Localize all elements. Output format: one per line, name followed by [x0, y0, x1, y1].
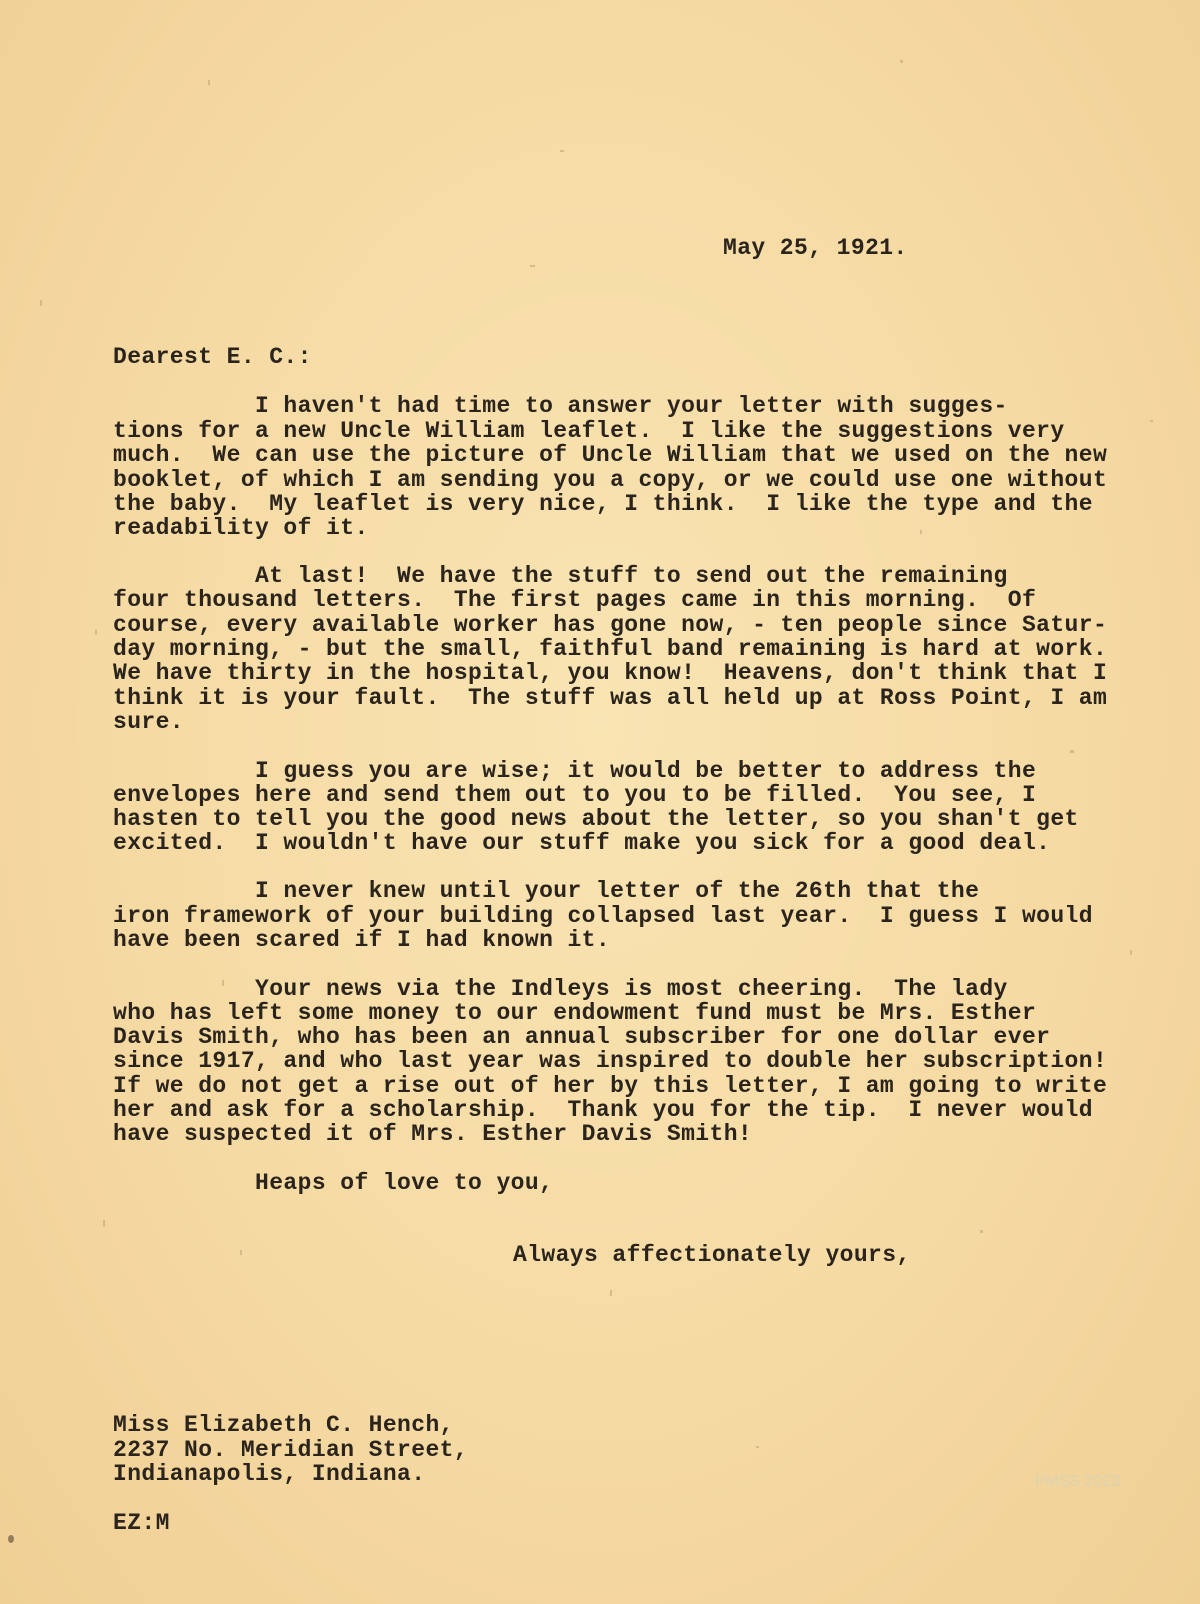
paper-fleck	[8, 1535, 14, 1543]
body-line: excited. I wouldn't have our stuff make you sick for a good deal.	[113, 830, 1051, 856]
body-line: Your news via the Indleys is most cheering. The lady	[113, 976, 1008, 1002]
body-line: hasten to tell you the good news about the letter, so you shan't get	[113, 806, 1079, 832]
salutation: Dearest E. C.:	[113, 344, 312, 370]
body-line: I haven't had time to answer your letter with sugges-	[113, 393, 1008, 419]
body-line: tions for a new Uncle William leaflet. I like the suggestions very	[113, 418, 1065, 444]
body-line: the baby. My leaflet is very nice, I think. I like the type and the	[113, 491, 1093, 517]
paper-fleck	[208, 80, 210, 85]
address-line: 2237 No. Meridian Street,	[113, 1437, 469, 1463]
body-line: her and ask for a scholarship. Thank you for the tip. I never would	[113, 1097, 1093, 1123]
address-line: Miss Elizabeth C. Hench,	[113, 1412, 454, 1438]
watermark: PMSS 2023	[1035, 1473, 1121, 1490]
body-line: sure.	[113, 709, 185, 735]
body-line: course, every available worker has gone now, - ten people since Satur-	[113, 612, 1108, 638]
body-line: I guess you are wise; it would be better to address the	[113, 758, 1037, 784]
body-line: have suspected it of Mrs. Esther Davis Smith!	[113, 1121, 753, 1147]
body-line: booklet, of which I am sending you a copy, or we could use one without	[113, 467, 1108, 493]
letter-date: May 25, 1921.	[723, 235, 908, 261]
body-line: At last! We have the stuff to send out the remaining	[113, 563, 1008, 589]
body-line: readability of it.	[113, 515, 369, 541]
body-line: have been scared if I had known it.	[113, 927, 611, 953]
paper-fleck	[530, 265, 535, 267]
paper-fleck	[103, 1220, 105, 1227]
paper-fleck	[40, 300, 42, 306]
paper-fleck	[1150, 420, 1153, 422]
body-line: since 1917, and who last year was inspired to double her subscription!	[113, 1048, 1108, 1074]
reference-initials: EZ:M	[113, 1510, 170, 1536]
paper-fleck	[560, 150, 564, 152]
paper-fleck	[1070, 750, 1074, 753]
paper-fleck	[610, 1290, 612, 1296]
body-line: I never knew until your letter of the 26th that the	[113, 878, 980, 904]
body-line: We have thirty in the hospital, you know! Heavens, don't think that I	[113, 660, 1108, 686]
closing: Always affectionately yours,	[513, 1242, 911, 1268]
paper-fleck	[980, 1230, 983, 1233]
body-line: think it is your fault. The stuff was all held up at Ross Point, I am	[113, 685, 1108, 711]
body-line: four thousand letters. The first pages came in this morning. Of	[113, 587, 1037, 613]
body-line: day morning, - but the small, faithful band remaining is hard at work.	[113, 636, 1108, 662]
body-line: iron framework of your building collapsed last year. I guess I would	[113, 903, 1093, 929]
paper-fleck	[1130, 950, 1132, 955]
paper-fleck	[95, 630, 97, 635]
paper-fleck	[240, 1250, 242, 1255]
body-line: envelopes here and send them out to you to be filled. You see, I	[113, 782, 1037, 808]
address-line: Indianapolis, Indiana.	[113, 1461, 426, 1487]
paper-fleck	[920, 530, 922, 534]
paper-fleck	[900, 60, 903, 63]
body-line: who has left some money to our endowment fund must be Mrs. Esther	[113, 1000, 1037, 1026]
body-line: If we do not get a rise out of her by this letter, I am going to write	[113, 1073, 1108, 1099]
body-line: much. We can use the picture of Uncle William that we used on the new	[113, 442, 1108, 468]
paper-fleck	[756, 1446, 759, 1448]
body-line: Heaps of love to you,	[113, 1170, 554, 1196]
body-line: Davis Smith, who has been an annual subscriber for one dollar ever	[113, 1024, 1051, 1050]
